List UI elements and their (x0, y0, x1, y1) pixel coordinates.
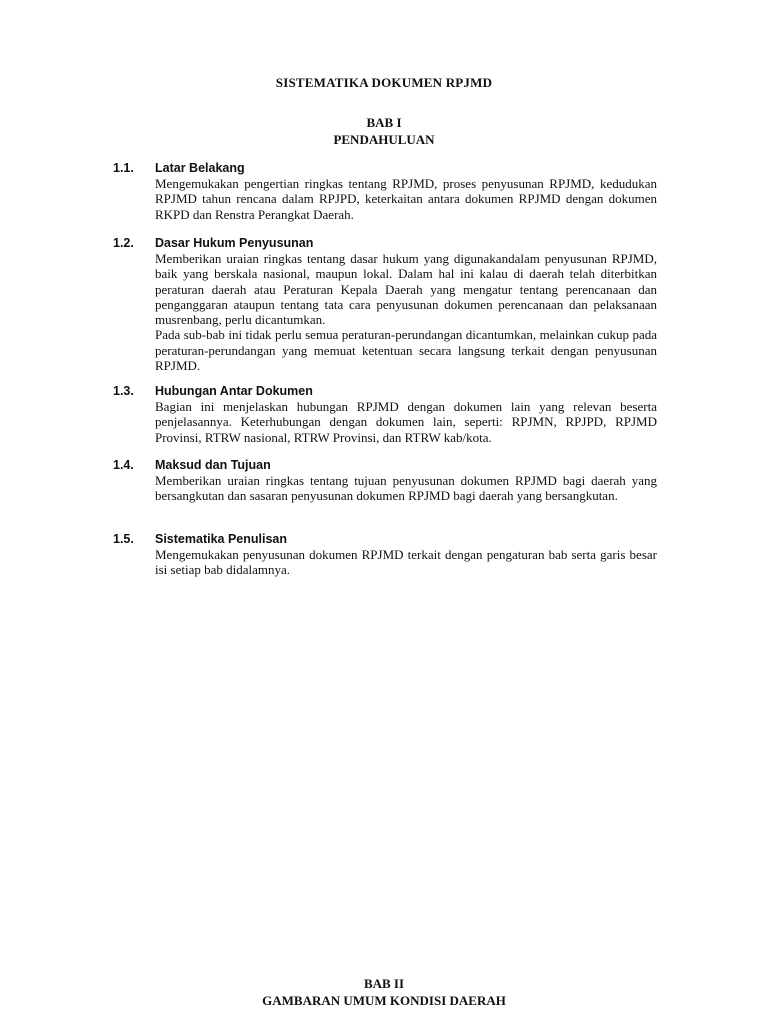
chapter-1-label: BAB I (366, 115, 402, 130)
section-number: 1.1. (113, 161, 134, 175)
section-1-3 (113, 384, 657, 445)
document-title: SISTEMATIKA DOKUMEN RPJMD (275, 75, 493, 90)
section-title: Latar Belakang (155, 161, 245, 175)
section-paragraph: Mengemukakan penyusunan dokumen RPJMD terkait dengan pengaturan bab serta garis besar isi setiap bab didalamnya. (155, 547, 657, 578)
section-title: Sistematika Penulisan (155, 532, 288, 546)
chapter-2-label: BAB II (363, 976, 405, 991)
section-title: Dasar Hukum Penyusunan (155, 236, 314, 250)
chapter-2-name: GAMBARAN UMUM KONDISI DAERAH (262, 993, 506, 1008)
section-1-5 (113, 532, 657, 578)
section-paragraph: Memberikan uraian ringkas tentang dasar hukum yang digunakandalam penyusunan RPJMD, baik yang berskala nasional, maupun lokal. Dalam hal ini kalau di daerah telah diterbitkan peraturan daerah atau Peraturan Kepala Daerah yang mengatur tentang perencanaan dan penganggaran ataupun tentang tata cara penyusunan dokumen perencanaan dan pelaksanaan musrenbang, perlu dicantumkan. (155, 251, 657, 328)
section-title: Maksud dan Tujuan (155, 458, 271, 472)
section-title: Hubungan Antar Dokumen (155, 384, 313, 398)
section-paragraph: Mengemukakan pengertian ringkas tentang RPJMD, proses penyusunan RPJMD, kedudukan RPJMD tahun rencana dalam RPJPD, keterkaitan antara dokumen RPJMD dengan dokumen RKPD dan Renstra Perangkat Daerah. (155, 176, 657, 222)
section-number: 1.2. (113, 236, 134, 250)
section-number: 1.3. (113, 384, 134, 398)
section-paragraph: Bagian ini menjelaskan hubungan RPJMD dengan dokumen lain yang relevan beserta penjelasannya. Keterhubungan dengan dokumen lain, seperti: RPJMN, RPJPD, RPJMD Provinsi, RTRW nasional, RTRW Provinsi, dan RTRW kab/kota. (155, 399, 657, 445)
section-1-2 (113, 236, 657, 373)
section-1-1 (113, 161, 657, 222)
section-number: 1.4. (113, 458, 134, 472)
section-paragraph: Memberikan uraian ringkas tentang tujuan penyusunan dokumen RPJMD bagi daerah yang bersangkutan dan sasaran penyusunan dokumen RPJMD bagi daerah yang bersangkutan. (155, 473, 657, 504)
chapter-1-name: PENDAHULUAN (333, 132, 435, 147)
chapter-1-heading (0, 114, 768, 148)
section-number: 1.5. (113, 532, 134, 546)
section-paragraph: Pada sub-bab ini tidak perlu semua peraturan-perundangan dicantumkan, melainkan cukup pada peraturan-perundangan yang memuat ketentuan secara langsung terkait dengan penyusunan RPJMD. (155, 327, 657, 374)
chapter-2-heading (0, 975, 768, 1009)
section-1-4 (113, 458, 657, 504)
